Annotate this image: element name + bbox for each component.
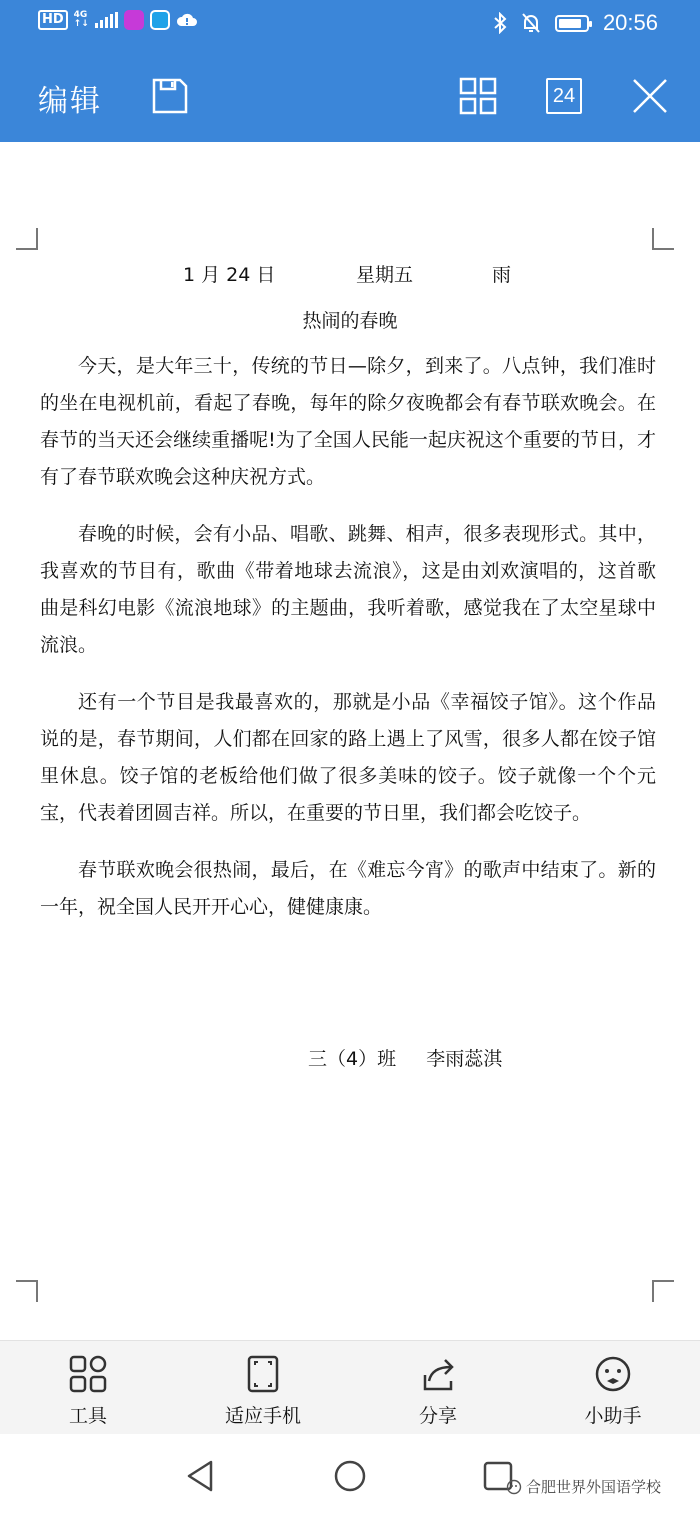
paragraph: 今天，是大年三十，传统的节日—除夕，到来了。八点钟，我们准时的坐在电视机前，看起了春晚，每年的除夕夜晚都会有春节联欢晚会。在春节的当天还会继续重播呢!为了全国人民能一起庆祝这个重要的节日，才有了春节联欢晚会这种庆祝方式。 — [40, 355, 656, 488]
page-count-button[interactable] — [544, 76, 584, 116]
document-page[interactable] — [0, 142, 700, 1340]
home-circle-icon — [333, 1459, 367, 1493]
paragraph: 还有一个节目是我最喜欢的，那就是小品《幸福饺子馆》。这个作品说的是，春节期间，人们都在回家的路上遇上了风雪，很多人都在饺子馆里休息。饺子馆的老板给他们做了很多美味的饺子。饺子就像一个个元宝，代表着团圆吉祥。所以，在重要的节日里，我们都会吃饺子。 — [40, 691, 656, 824]
date: 1 月 24 日 — [183, 264, 276, 286]
signal-icon — [95, 12, 118, 28]
tools-icon — [69, 1355, 107, 1393]
tools-label: 工具 — [68, 1405, 107, 1427]
weather: 雨 — [492, 264, 512, 286]
network-type: 4G ↑↓ — [73, 10, 89, 29]
close-button[interactable] — [630, 76, 670, 116]
status-bar — [0, 0, 700, 52]
video-app-icon — [124, 10, 144, 30]
close-icon — [632, 78, 668, 114]
page-number: 24 — [546, 78, 582, 114]
tools-button[interactable] — [28, 1355, 148, 1428]
thumbnail-view-button[interactable] — [458, 76, 498, 116]
signature: 三（4）班 李雨蕊淇 — [308, 1048, 503, 1070]
fit-phone-label: 适应手机 — [224, 1405, 301, 1427]
browser-app-icon — [150, 10, 170, 30]
paragraph: 春晚的时候，会有小品、唱歌、跳舞、相声，很多表现形式。其中，我喜欢的节目有，歌曲《带着地球去流浪》，这是由刘欢演唱的，这首歌曲是科幻电影《流浪地球》的主题曲，我听着歌，感觉我在了太空星球中流浪。 — [40, 523, 656, 656]
assistant-label: 小助手 — [584, 1405, 642, 1427]
back-triangle-icon — [185, 1459, 215, 1493]
paragraph: 春节联欢晚会很热闹，最后，在《难忘今宵》的歌声中结束了。新的一年，祝全国人民开开心心，健健康康。 — [40, 859, 656, 918]
cloud-icon — [176, 12, 198, 28]
bluetooth-icon — [493, 12, 507, 34]
essay-title: 热闹的春晚 — [302, 310, 398, 332]
margin-corner-bottom-right — [652, 1280, 674, 1302]
status-left — [38, 10, 198, 30]
assistant-icon — [594, 1355, 632, 1393]
share-label: 分享 — [418, 1405, 457, 1427]
hd-badge: HD — [38, 10, 68, 30]
fit-screen-icon — [247, 1355, 279, 1393]
clock: 20:56 — [602, 10, 658, 35]
status-right — [493, 10, 658, 36]
weekday: 星期五 — [356, 264, 414, 286]
assistant-button[interactable] — [553, 1355, 673, 1428]
share-icon — [419, 1355, 457, 1393]
margin-corner-top-left — [16, 228, 38, 250]
margin-corner-top-right — [652, 228, 674, 250]
wechat-icon — [506, 1479, 522, 1495]
home-button[interactable] — [330, 1456, 370, 1496]
save-icon — [151, 77, 189, 115]
essay-body — [40, 348, 656, 946]
watermark-text: 合肥世界外国语学校 — [526, 1478, 662, 1496]
watermark — [506, 1476, 661, 1497]
top-toolbar — [0, 52, 700, 142]
margin-corner-bottom-left — [16, 1280, 38, 1302]
navigation-bar — [0, 1434, 700, 1516]
save-button[interactable] — [150, 76, 190, 116]
fit-phone-button[interactable] — [203, 1355, 323, 1428]
share-button[interactable] — [378, 1355, 498, 1428]
back-button[interactable] — [180, 1456, 220, 1496]
battery-icon — [555, 15, 589, 32]
grid-icon — [459, 77, 497, 115]
edit-button[interactable]: 编辑 — [38, 84, 102, 119]
bell-muted-icon — [521, 12, 541, 34]
bottom-toolbar — [0, 1340, 700, 1434]
